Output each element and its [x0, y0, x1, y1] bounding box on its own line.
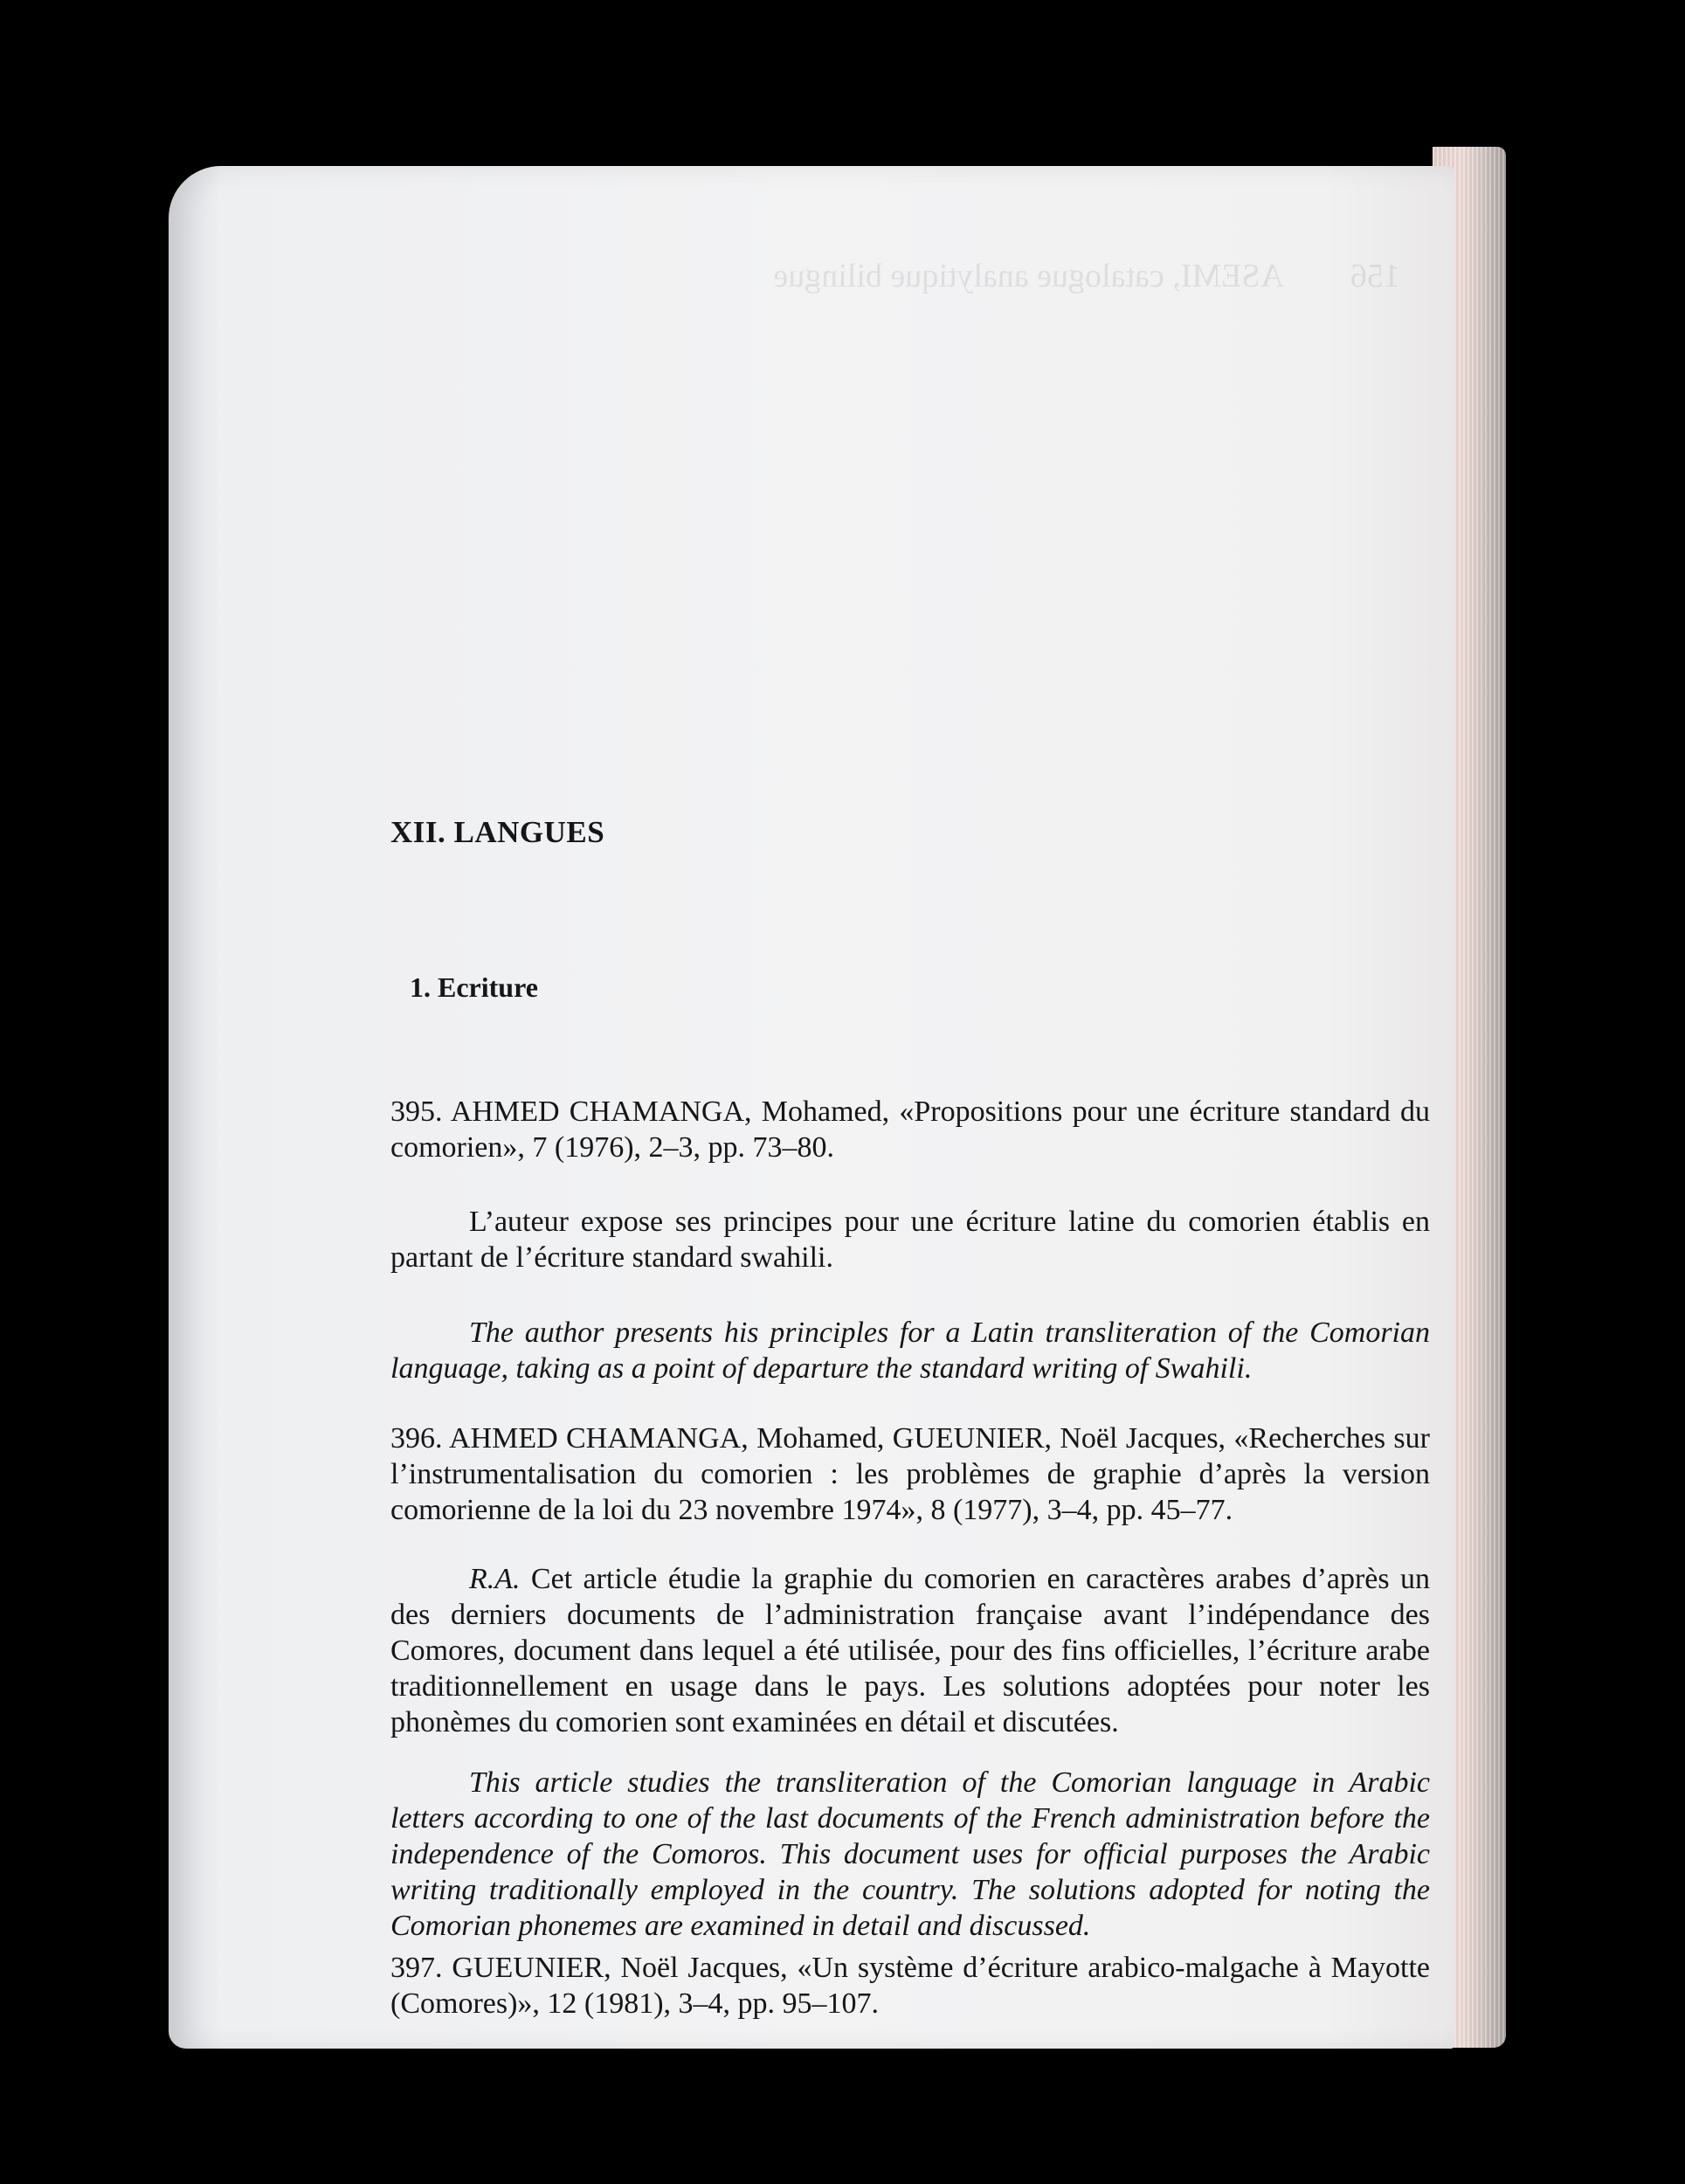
entry-396-abstract-en: This article studies the transliteration of the Comorian language in Arabic letters according to one of the last documents of the French administration before the independence of the Comoros. This document uses for official purposes the Arabic writing traditionally employed in the country. The solutions adopted for noting the Comorian phonemes are examined in detail and discussed.	[390, 1766, 1430, 1942]
entry-396-citation: 396. AHMED CHAMANGA, Mohamed, GUEUNIER, Noël Jacques, «Recherches sur l’instrumentalisation du comorien : les problèmes de graphie d’après la version comorienne de la loi du 23 novembre 1974», 8 (1977), 3–4, pp. 45–77.	[390, 1422, 1430, 1526]
section-title: 1. Ecriture	[410, 971, 538, 1003]
book-page	[169, 166, 1454, 2049]
show-through-header: ASEMI, catalogue analytique bilingue	[773, 258, 1284, 294]
entry-395-abstract-en: The author presents his principles for a Latin transliteration of the Comorian language, taking as a point of departure the standard writing of Swahili.	[390, 1317, 1430, 1385]
chapter-title: XII. LANGUES	[390, 815, 605, 849]
entry-397-citation: 397. GUEUNIER, Noël Jacques, «Un système d’écriture arabico-malgache à Mayotte (Comores)», 12 (1981), 3–4, pp. 95–107.	[390, 1952, 1430, 2020]
entry-395-citation: 395. AHMED CHAMANGA, Mohamed, «Propositions pour une écriture standard du comorien», 7 (1976), 2–3, pp. 73–80.	[390, 1095, 1430, 1164]
show-through-page-number: 156	[1350, 258, 1400, 294]
entry-395-abstract-fr: L’auteur expose ses principes pour une écriture latine du comorien établis en partant de l’écriture standard swahili.	[390, 1206, 1430, 1274]
show-through-text	[221, 253, 1400, 1127]
entry-396-abstract-fr	[390, 1561, 1430, 1740]
entry-396-abstract-fr-text: Cet article étudie la graphie du comorien en caractères arabes d’après un des derniers documents de l’administration française avant l’indépendance des Comores, document dans lequel a été utilisée, pour des fins officielles, l’écriture arabe traditionnellement en usage dans le pays. Les solutions adoptées pour noter les phonèmes du comorien sont examinées en détail et discutées.	[390, 1563, 1430, 1738]
abstract-label: R.A.	[469, 1563, 521, 1595]
